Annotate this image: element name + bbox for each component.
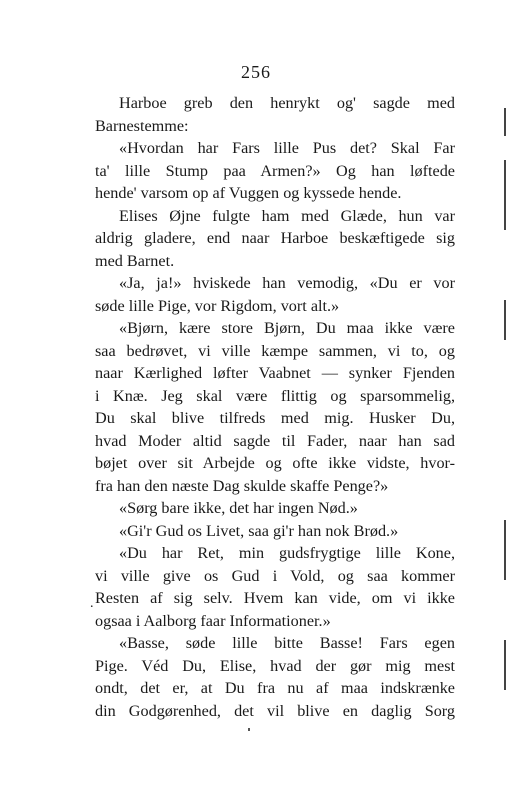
text-line: i Knæ. Jeg skal være flittig og sparsommelig, xyxy=(95,386,455,405)
text-line: Harboe greb den henrykt og' sagde med xyxy=(119,94,455,112)
text-line: naar Kærlighed løfter Vaabnet — synker Fjenden xyxy=(95,364,455,382)
text-line: Barnestemme: xyxy=(95,116,189,135)
text-line: «Gi'r Gud os Livet, saa gi'r han nok Brød.» xyxy=(119,521,399,540)
text-line: «Bjørn, kære store Bjørn, Du maa ikke være xyxy=(119,319,455,337)
text-line: «Sørg bare ikke, det har ingen Nød.» xyxy=(119,499,358,517)
edge-line-mark xyxy=(504,520,506,580)
text-line: ondt, det er, at Du fra nu af maa indskrænke xyxy=(95,679,455,697)
text-line: saa bedrøvet, vi ville kæmpe sammen, vi to, og xyxy=(95,341,455,360)
text-line: fra han den næste Dag skulde skaffe Penge?» xyxy=(95,476,389,495)
text-line: Elises Øjne fulgte ham med Glæde, hun var xyxy=(119,206,455,225)
text-line: hvad Moder altid sagde til Fader, naar han sad xyxy=(95,431,455,450)
text-line: din Godgørenhed, det vil blive en daglig Sorg xyxy=(95,701,455,720)
body-text xyxy=(95,92,455,722)
text-line: ogsaa i Aalborg faar Informationer.» xyxy=(95,611,331,630)
text-line: Pige. Véd Du, Elise, hvad der gør mig mest xyxy=(95,656,455,675)
edge-line-mark xyxy=(504,300,506,340)
edge-line-mark xyxy=(504,108,506,136)
text-line: søde lille Pige, vor Rigdom, vort alt.» xyxy=(95,296,340,315)
text-line: ta' lille Stump paa Armen?» Og han løftede xyxy=(95,161,455,180)
text-line: «Basse, søde lille bitte Basse! Fars egen xyxy=(119,634,455,652)
text-line: hende' varsom op af Vuggen og kyssede hende. xyxy=(95,184,402,202)
text-line: aldrig gladere, end naar Harboe beskæftigede sig xyxy=(95,229,455,247)
text-line: Resten af sig selv. Hvem kan vide, om vi ikke xyxy=(95,589,455,607)
text-line: bøjet over sit Arbejde og ofte ikke vidste, hvor- xyxy=(95,454,455,472)
text-line: Du skal blive tilfreds med mig. Husker Du, xyxy=(95,409,455,427)
center-speck xyxy=(248,728,250,731)
page-number: 256 xyxy=(241,62,271,82)
edge-line-mark xyxy=(504,640,506,690)
text-line: med Barnet. xyxy=(95,251,175,270)
text-line: «Hvordan har Fars lille Pus det? Skal Far xyxy=(119,139,455,157)
text-line: vi ville give os Gud i Vold, og saa kommer xyxy=(95,566,455,585)
text-line: «Ja, ja!» hviskede han vemodig, «Du er vor xyxy=(119,274,455,292)
edge-line-mark xyxy=(504,160,506,230)
text-line: «Du har Ret, min gudsfrygtige lille Kone, xyxy=(119,544,455,562)
margin-speck: . xyxy=(90,596,94,611)
